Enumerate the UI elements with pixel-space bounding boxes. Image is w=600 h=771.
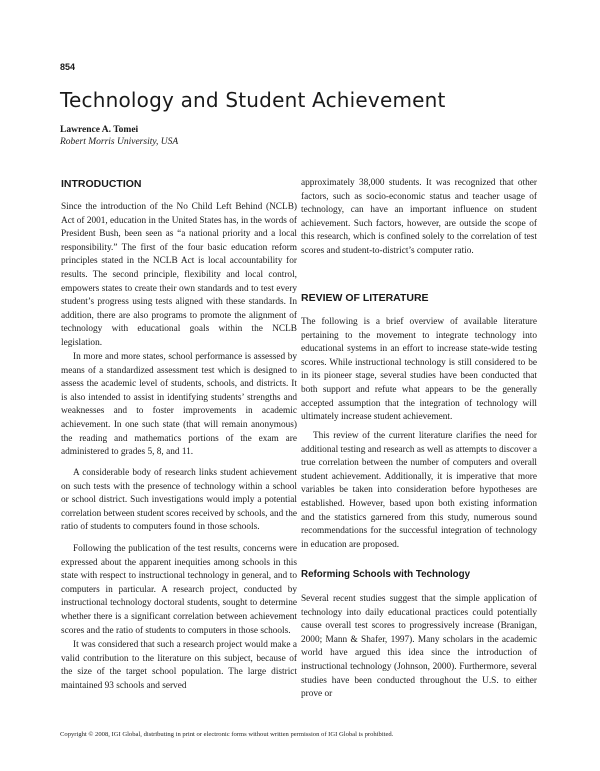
subsection-heading-reforming-schools: Reforming Schools with Technology <box>301 569 471 580</box>
author-affiliation: Robert Morris University, USA <box>60 137 179 147</box>
paragraph: It was considered that such a research project would make a valid contribution to the literature on this subject, because of the size of the target school population. The large district maintained 93 schools and served <box>61 640 297 691</box>
paragraph: A considerable body of research links student achievement on such tests with the presence of technology within a school or school district. Such investigations would imply a potential correlation between student scores received by schools, and the ratio of students to computers found in those schools. <box>61 468 297 533</box>
section-heading-review-of-literature: REVIEW OF LITERATURE <box>301 292 429 304</box>
paragraph: This review of the current literature clarifies the need for additional testing and research as well as attempts to discover a true correlation between the number of computers and overall student achievement. Additionally, it is imperative that more variables be taken into consideration before hypotheses are established. However, based upon both existing information and the statistics garnered from this study, numerous sound recommendations for the successful integration of technology in education are proposed. <box>301 431 537 550</box>
copyright-footer: Copyright © 2008, IGI Global, distributing in print or electronic forms without written permission of IGI Global is prohibited. <box>60 731 394 738</box>
section-heading-introduction: INTRODUCTION <box>61 178 142 190</box>
page-number: 854 <box>60 62 76 72</box>
paragraph: In more and more states, school performance is assessed by means of a standardized assessment test which is designed to assess the academic level of students, schools, and districts. It is also intended to assist in identifying students’ strengths and weaknesses and to foster improvements in academic achievement. In one such state (that will remain anonymous) the reading and mathematics portions of the exam are administered to grades 5, 8, and 11. <box>61 352 297 458</box>
paragraph-continuation: approximately 38,000 students. It was recognized that other factors, such as socio-economic status and teacher usage of technology, can have an important influence on student achievement. Such factors, however, are outside the scope of this research, which is confined solely to the correlation of test scores and student-to-district’s computer ratio. <box>301 178 537 256</box>
paragraph: Since the introduction of the No Child Left Behind (NCLB) Act of 2001, education in the United States has, in the words of President Bush, been seen as “a national priority and a local responsibility.” The first of the four basic education reform principles stated in the NCLB Act is local accountability for results. The second principle, flexibility and local control, empowers states to create their own standards and to test every student’s progress using tests aligned with these standards. In addition, there are also programs to promote the alignment of technology with educational goals within the NCLB legislation. <box>61 202 297 348</box>
author-name: Lawrence A. Tomei <box>60 125 139 135</box>
paragraph: The following is a brief overview of available literature pertaining to the movement to integrate technology into educational systems in an effort to increase state-wide testing scores. While instructional technology is still considered to be in its pioneer stage, several studies have been conducted that both support and refute what appears to be the generally accepted assumption that the integration of technology will ultimately increase student achievement. <box>301 317 537 423</box>
paragraph: Following the publication of the test results, concerns were expressed about the apparent inequities among schools in this state with respect to instructional technology in general, and to computers in particular. A research project, conducted by instructional technology doctoral students, sought to determine whether there is a significant correlation between achievement scores and the ratio of students to computers in those schools. <box>61 544 297 636</box>
paragraph: Several recent studies suggest that the simple application of technology into daily educational practices could potentially cause overall test scores to progressively increase (Branigan, 2000; Mann & Shafer, 1997). Many scholars in the academic world have argued this idea since the introduction of instructional technology (Johnson, 2000). Furthermore, several studies have been conducted throughout the U.S. to either prove or <box>301 594 537 700</box>
article-title: Technology and Student Achievement <box>60 88 446 112</box>
